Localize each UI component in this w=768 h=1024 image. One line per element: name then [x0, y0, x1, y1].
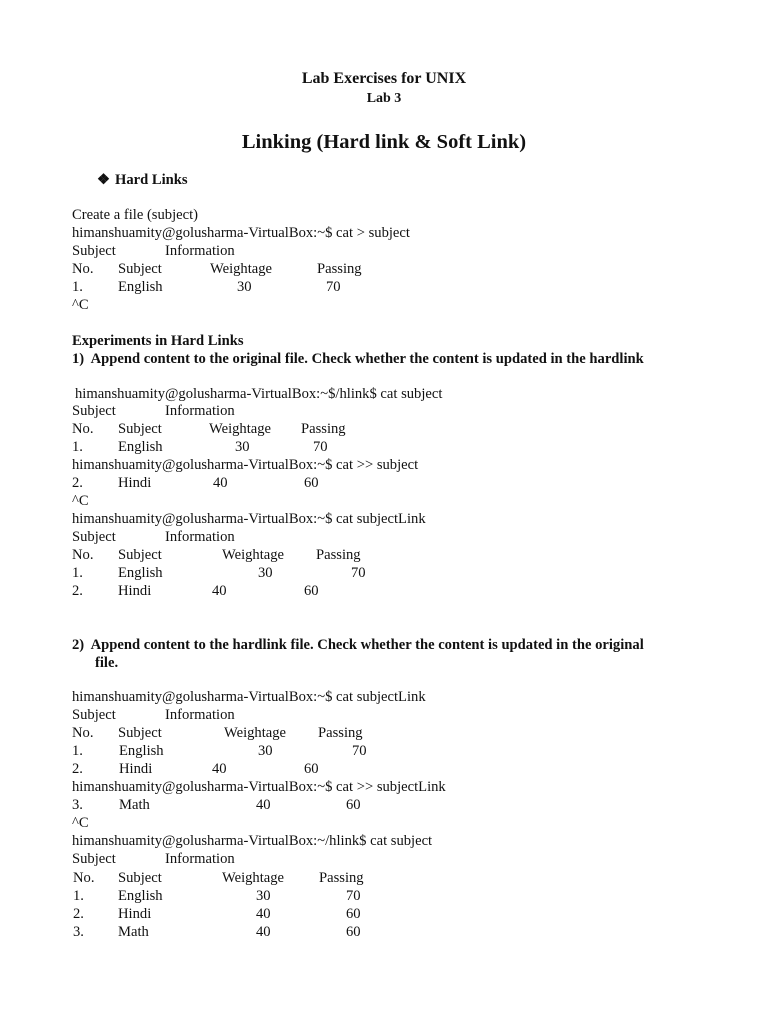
- table-cell: 1.: [72, 439, 83, 455]
- table-cell: Hindi: [118, 583, 152, 599]
- table-cell: 3.: [72, 797, 83, 813]
- table-header-cell: Weightage: [222, 870, 285, 886]
- table-header-cell: Weightage: [222, 547, 285, 563]
- table-cell: English: [119, 743, 164, 759]
- table-cell: Math: [119, 797, 150, 813]
- table-cell: 70: [346, 888, 361, 904]
- table-cell: 60: [346, 924, 361, 940]
- command-line: himanshuamity@golusharma-VirtualBox:~$ cat subjectLink: [72, 511, 426, 527]
- bullet-heading: Hard Links: [115, 172, 188, 188]
- table-cell: 40: [256, 797, 271, 813]
- table-cell: 70: [351, 565, 366, 581]
- table-cell: 60: [346, 906, 361, 922]
- table-header-cell: Information: [165, 529, 235, 545]
- table-cell: 30: [258, 743, 273, 759]
- ctrl-c-line: ^C: [72, 493, 89, 509]
- table-header-cell: Information: [165, 707, 235, 723]
- table-header-cell: Subject: [72, 707, 116, 723]
- table-cell: 30: [256, 888, 271, 904]
- table-header-cell: Weightage: [224, 725, 287, 741]
- table-cell: Hindi: [118, 475, 152, 491]
- table-cell: 30: [237, 279, 252, 295]
- command-line: himanshuamity@golusharma-VirtualBox:~$ cat >> subjectLink: [72, 779, 446, 795]
- table-header-cell: No.: [72, 421, 94, 437]
- doc-heading: Linking (Hard link & Soft Link): [241, 131, 527, 153]
- table-header-cell: Information: [165, 403, 235, 419]
- table-cell: 1.: [72, 279, 83, 295]
- command-line: himanshuamity@golusharma-VirtualBox:~$/hlink$ cat subject: [75, 386, 443, 402]
- table-cell: 40: [213, 475, 228, 491]
- table-header-cell: Passing: [317, 261, 362, 277]
- table-cell: 1.: [72, 565, 83, 581]
- table-cell: 2.: [72, 583, 83, 599]
- table-header-cell: Subject: [72, 403, 116, 419]
- exp2-title-continued: file.: [95, 655, 119, 671]
- table-header-cell: Information: [165, 243, 235, 259]
- bullet-icon: ❖: [97, 172, 111, 188]
- table-header-cell: Passing: [301, 421, 346, 437]
- table-cell: 60: [346, 797, 361, 813]
- doc-subtitle: Lab 3: [366, 91, 402, 106]
- table-cell: English: [118, 439, 163, 455]
- table-cell: 1.: [73, 888, 84, 904]
- table-cell: 40: [256, 924, 271, 940]
- table-cell: Hindi: [119, 761, 153, 777]
- table-header-cell: Subject: [72, 243, 116, 259]
- table-cell: 2.: [72, 761, 83, 777]
- doc-title: Lab Exercises for UNIX: [301, 70, 467, 87]
- experiments-title: Experiments in Hard Links: [72, 333, 244, 349]
- command-line: himanshuamity@golusharma-VirtualBox:~$ cat >> subject: [72, 457, 419, 473]
- table-header-cell: Subject: [118, 547, 162, 563]
- table-cell: 40: [256, 906, 271, 922]
- table-cell: 2.: [72, 475, 83, 491]
- table-header-cell: Subject: [72, 851, 116, 867]
- table-header-cell: No.: [72, 261, 94, 277]
- table-cell: 60: [304, 583, 319, 599]
- exp2-title: 2) Append content to the hardlink file. Check whether the content is updated in the original: [72, 637, 644, 653]
- table-header-cell: Subject: [118, 870, 162, 886]
- table-cell: English: [118, 888, 163, 904]
- table-header-cell: No.: [73, 870, 95, 886]
- table-header-cell: Subject: [72, 529, 116, 545]
- table-header-cell: Passing: [316, 547, 361, 563]
- table-cell: English: [118, 279, 163, 295]
- exp1-title: 1) Append content to the original file. Check whether the content is updated in the hardlink: [72, 351, 644, 367]
- table-header-cell: Passing: [318, 725, 363, 741]
- table-header-cell: No.: [72, 547, 94, 563]
- command-line: himanshuamity@golusharma-VirtualBox:~$ cat > subject: [72, 225, 410, 241]
- table-header-cell: Subject: [118, 261, 162, 277]
- table-header-cell: Passing: [319, 870, 364, 886]
- table-cell: 3.: [73, 924, 84, 940]
- ctrl-c-line: ^C: [72, 815, 89, 831]
- table-cell: 30: [235, 439, 250, 455]
- table-cell: 30: [258, 565, 273, 581]
- table-header-cell: No.: [72, 725, 94, 741]
- command-line: himanshuamity@golusharma-VirtualBox:~$ cat subjectLink: [72, 689, 426, 705]
- table-header-cell: Weightage: [210, 261, 273, 277]
- table-cell: Math: [118, 924, 149, 940]
- table-cell: 1.: [72, 743, 83, 759]
- ctrl-c-line: ^C: [72, 297, 89, 313]
- table-cell: 60: [304, 761, 319, 777]
- table-cell: 2.: [73, 906, 84, 922]
- table-cell: English: [118, 565, 163, 581]
- table-header-cell: Subject: [118, 421, 162, 437]
- table-cell: 70: [352, 743, 367, 759]
- table-cell: 70: [326, 279, 341, 295]
- table-cell: 70: [313, 439, 328, 455]
- table-cell: 60: [304, 475, 319, 491]
- table-header-cell: Subject: [118, 725, 162, 741]
- create-file-line: Create a file (subject): [72, 207, 199, 223]
- table-cell: Hindi: [118, 906, 152, 922]
- table-header-cell: Information: [165, 851, 235, 867]
- command-line: himanshuamity@golusharma-VirtualBox:~/hlink$ cat subject: [72, 833, 433, 849]
- table-cell: 40: [212, 761, 227, 777]
- table-cell: 40: [212, 583, 227, 599]
- table-header-cell: Weightage: [209, 421, 272, 437]
